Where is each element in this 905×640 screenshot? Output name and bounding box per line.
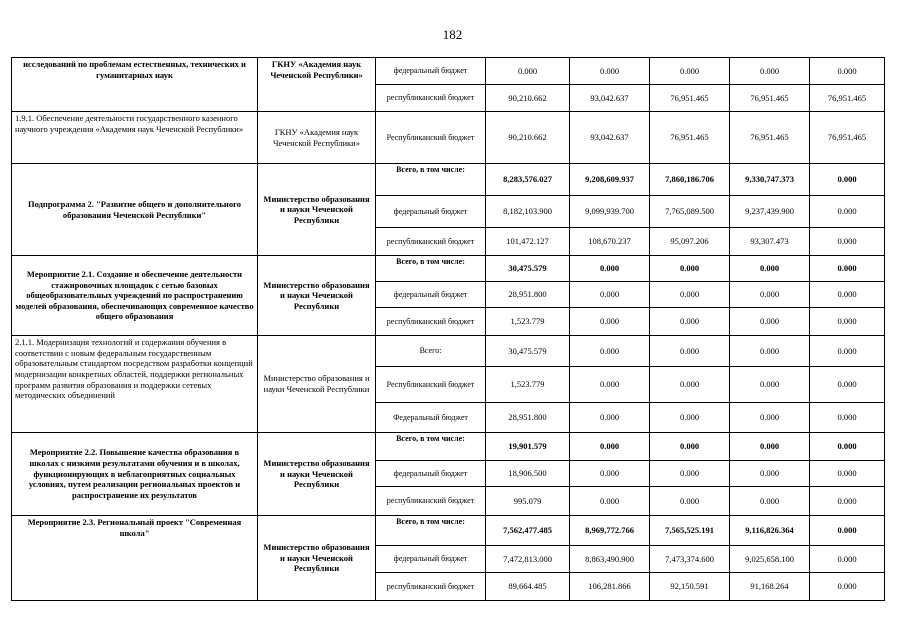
- amount-cell: 101,472.127: [486, 228, 570, 256]
- amount-cell: 28,951.800: [486, 403, 570, 433]
- table-row: [12, 336, 885, 367]
- executor-cell: Министерство образования и науки Чеченской Республики: [258, 516, 376, 601]
- amount-cell: 7,562,477.485: [486, 516, 570, 546]
- amount-cell: 9,025,658.100: [730, 546, 810, 573]
- amount-cell: 0.000: [810, 164, 885, 196]
- amount-cell: 8,969,772.766: [570, 516, 650, 546]
- amount-cell: 0.000: [810, 461, 885, 487]
- amount-cell: 0.000: [730, 403, 810, 433]
- amount-cell: 0.000: [650, 403, 730, 433]
- amount-cell: 0.000: [650, 58, 730, 85]
- activity-name-cell: 1.9.1. Обеспечение деятельности государственного казенного научного учреждения «Академия наук Чеченской Республики»: [12, 112, 258, 164]
- table-row: [12, 164, 885, 196]
- amount-cell: 0.000: [650, 367, 730, 403]
- amount-cell: 8,182,103.900: [486, 196, 570, 228]
- funding-source-cell: республиканский бюджет: [376, 487, 486, 516]
- executor-cell: Министерство образования и науки Чеченской Республики: [258, 164, 376, 256]
- activity-name-cell: 2.1.1. Модернизация технологий и содержания обучения в соответствии с новым федеральным государственным образовательным стандартом посредством разработки концепций модернизации конкретных областей, поддержки региональных программ развития образования и поддержки сетевых методических объединений: [12, 336, 258, 433]
- amount-cell: 9,330,747.373: [730, 164, 810, 196]
- amount-cell: 9,116,826.364: [730, 516, 810, 546]
- page-number: 182: [442, 27, 463, 42]
- amount-cell: 30,475.579: [486, 256, 570, 282]
- funding-source-cell: Всего:: [376, 336, 486, 367]
- executor-cell: ГКНУ «Академия наук Чеченской Республики»: [258, 58, 376, 112]
- activity-name-cell: исследований по проблемам естественных, технических и гуманитарных наук: [12, 58, 258, 112]
- amount-cell: 76,951.465: [730, 112, 810, 164]
- amount-cell: 19,901.579: [486, 433, 570, 461]
- table-row: [12, 112, 885, 164]
- amount-cell: 0.000: [650, 256, 730, 282]
- amount-cell: 0.000: [730, 433, 810, 461]
- activity-name-cell: Мероприятие 2.1. Создание и обеспечение деятельности стажировочных площадок с сетью базовых общеобразовательных учреждений по распространению моделей образования, обеспечивающих современное качество общего образования: [12, 256, 258, 336]
- funding-source-cell: Всего, в том числе:: [376, 164, 486, 196]
- amount-cell: 0.000: [810, 573, 885, 601]
- amount-cell: 0.000: [570, 282, 650, 308]
- amount-cell: 76,951.465: [650, 85, 730, 112]
- amount-cell: 0.000: [730, 487, 810, 516]
- executor-cell: Министерство образования и науки Чеченской Республики: [258, 256, 376, 336]
- amount-cell: 93,307.473: [730, 228, 810, 256]
- amount-cell: 0.000: [810, 336, 885, 367]
- executor-cell: Министерство образования и науки Чеченской Республики: [258, 433, 376, 516]
- amount-cell: 9,237,439.900: [730, 196, 810, 228]
- amount-cell: 7,472,813.000: [486, 546, 570, 573]
- table-row: [12, 516, 885, 546]
- amount-cell: 0.000: [810, 228, 885, 256]
- activity-name-cell: Мероприятие 2.2. Повышение качества образования в школах с низкими результатами обучения и в школах, функционирующих в неблагоприятных социальных условиях, путем реализации региональных проектов и распространение их результатов: [12, 433, 258, 516]
- amount-cell: 0.000: [810, 308, 885, 336]
- funding-source-cell: республиканский бюджет: [376, 308, 486, 336]
- amount-cell: 9,208,609.937: [570, 164, 650, 196]
- amount-cell: 0.000: [730, 256, 810, 282]
- amount-cell: 1,523.779: [486, 367, 570, 403]
- amount-cell: 91,168.264: [730, 573, 810, 601]
- funding-source-cell: Республиканский бюджет: [376, 112, 486, 164]
- funding-source-cell: федеральный бюджет: [376, 282, 486, 308]
- amount-cell: 0.000: [810, 367, 885, 403]
- amount-cell: 0.000: [570, 461, 650, 487]
- funding-source-cell: Всего, в том числе:: [376, 516, 486, 546]
- amount-cell: 0.000: [810, 433, 885, 461]
- amount-cell: 0.000: [570, 336, 650, 367]
- amount-cell: 0.000: [730, 367, 810, 403]
- amount-cell: 0.000: [730, 58, 810, 85]
- amount-cell: 0.000: [730, 336, 810, 367]
- funding-source-cell: Федеральный бюджет: [376, 403, 486, 433]
- amount-cell: 0.000: [570, 256, 650, 282]
- amount-cell: 0.000: [810, 403, 885, 433]
- amount-cell: 0.000: [570, 58, 650, 85]
- funding-source-cell: Республиканский бюджет: [376, 367, 486, 403]
- amount-cell: 0.000: [570, 308, 650, 336]
- amount-cell: 106,281.866: [570, 573, 650, 601]
- activity-name-cell: Подпрограмма 2. "Развитие общего и дополнительного образования Чеченской Республики": [12, 164, 258, 256]
- amount-cell: 76,951.465: [730, 85, 810, 112]
- funding-source-cell: республиканский бюджет: [376, 228, 486, 256]
- amount-cell: 0.000: [730, 282, 810, 308]
- amount-cell: 7,765,089.500: [650, 196, 730, 228]
- amount-cell: 0.000: [810, 196, 885, 228]
- amount-cell: 76,951.465: [650, 112, 730, 164]
- amount-cell: 0.000: [810, 58, 885, 85]
- amount-cell: 9,099,939.700: [570, 196, 650, 228]
- amount-cell: 0.000: [650, 461, 730, 487]
- funding-source-cell: федеральный бюджет: [376, 461, 486, 487]
- amount-cell: 7,473,374.600: [650, 546, 730, 573]
- amount-cell: 8,863,490.900: [570, 546, 650, 573]
- amount-cell: 0.000: [810, 282, 885, 308]
- amount-cell: 108,670.237: [570, 228, 650, 256]
- budget-table: [11, 57, 885, 601]
- amount-cell: 92,150.591: [650, 573, 730, 601]
- amount-cell: 76,951.465: [810, 112, 885, 164]
- amount-cell: 0.000: [650, 433, 730, 461]
- funding-source-cell: федеральный бюджет: [376, 546, 486, 573]
- amount-cell: 8,283,576.027: [486, 164, 570, 196]
- table-row: [12, 58, 885, 85]
- funding-source-cell: федеральный бюджет: [376, 196, 486, 228]
- amount-cell: 0.000: [730, 461, 810, 487]
- activity-name-cell: Мероприятие 2.3. Региональный проект "Современная школа": [12, 516, 258, 601]
- amount-cell: 0.000: [570, 403, 650, 433]
- amount-cell: 93,042.637: [570, 85, 650, 112]
- table-row: [12, 256, 885, 282]
- funding-source-cell: республиканский бюджет: [376, 85, 486, 112]
- amount-cell: 995.079: [486, 487, 570, 516]
- amount-cell: 0.000: [570, 367, 650, 403]
- amount-cell: 95,097.206: [650, 228, 730, 256]
- amount-cell: 0.000: [486, 58, 570, 85]
- amount-cell: 0.000: [570, 433, 650, 461]
- amount-cell: 89,664.485: [486, 573, 570, 601]
- amount-cell: 0.000: [650, 308, 730, 336]
- amount-cell: 7,860,186.706: [650, 164, 730, 196]
- amount-cell: 93,042.637: [570, 112, 650, 164]
- amount-cell: 0.000: [810, 487, 885, 516]
- amount-cell: 76,951.465: [810, 85, 885, 112]
- funding-source-cell: Всего, в том числе:: [376, 433, 486, 461]
- amount-cell: 90,210.662: [486, 112, 570, 164]
- amount-cell: 0.000: [570, 487, 650, 516]
- amount-cell: 0.000: [650, 487, 730, 516]
- executor-cell: Министерство образования и науки Чеченской Республики: [258, 336, 376, 433]
- funding-source-cell: федеральный бюджет: [376, 58, 486, 85]
- funding-source-cell: Всего, в том числе:: [376, 256, 486, 282]
- amount-cell: 0.000: [650, 282, 730, 308]
- amount-cell: 18,906.500: [486, 461, 570, 487]
- amount-cell: 30,475.579: [486, 336, 570, 367]
- amount-cell: 0.000: [810, 516, 885, 546]
- amount-cell: 1,523.779: [486, 308, 570, 336]
- amount-cell: 28,951.800: [486, 282, 570, 308]
- executor-cell: ГКНУ «Академия наук Чеченской Республики»: [258, 112, 376, 164]
- amount-cell: 0.000: [730, 308, 810, 336]
- amount-cell: 0.000: [650, 336, 730, 367]
- table-row: [12, 433, 885, 461]
- amount-cell: 7,565,525.191: [650, 516, 730, 546]
- amount-cell: 0.000: [810, 256, 885, 282]
- amount-cell: 90,210.662: [486, 85, 570, 112]
- amount-cell: 0.000: [810, 546, 885, 573]
- funding-source-cell: республиканский бюджет: [376, 573, 486, 601]
- budget-table-body: [12, 58, 885, 601]
